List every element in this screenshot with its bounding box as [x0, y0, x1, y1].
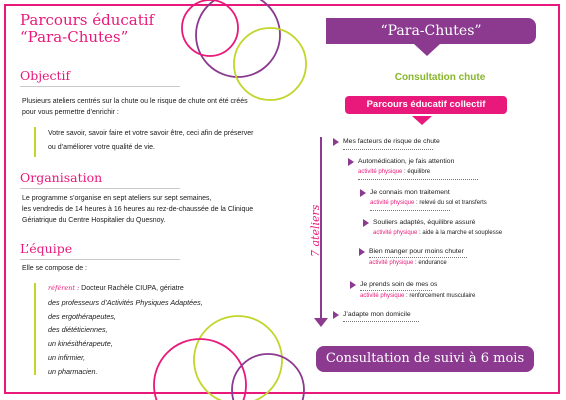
dotted-divider: [360, 290, 432, 291]
suivi-banner: Consultation de suivi à 6 mois: [316, 346, 534, 372]
step-activity: [373, 229, 502, 238]
organisation-text: [22, 193, 253, 226]
organisation-line3: Gériatrique du Centre Hospitalier du Quesnoy.: [22, 217, 166, 224]
bullet-triangle-icon: [359, 248, 365, 256]
para-chutes-banner: “Para-Chutes”: [326, 18, 536, 44]
organisation-line2: les vendredis de 14 heures à 16 heures au rez-de-chaussée de la Clinique: [22, 206, 254, 213]
step-activity: [360, 292, 475, 301]
dotted-divider: [369, 257, 467, 258]
step-title: Bien manger pour moins chuter: [369, 248, 464, 255]
activity-label: activité physique: [358, 169, 403, 175]
organisation-line1: Le programme s’organise en sept ateliers sur sept semaines,: [22, 195, 212, 202]
equipe-quote-bar: [34, 283, 36, 375]
activity-value: : aide à la marche et souplesse: [419, 230, 503, 236]
timeline-arrow-icon: [314, 318, 328, 330]
equipe-referent: [48, 282, 184, 295]
dotted-divider: [343, 321, 419, 322]
activity-value: : relevé du sol et transferts: [416, 200, 487, 206]
parcours-box: Parcours éducatif collectif: [345, 96, 507, 114]
list-item: un infirmier,: [48, 352, 86, 362]
activity-label: activité physique: [370, 200, 415, 206]
equipe-intro: Elle se compose de :: [22, 265, 87, 272]
organisation-heading: Organisation: [20, 170, 103, 185]
activity-value: : endurance: [415, 260, 447, 266]
step-activity: [358, 168, 430, 177]
step-activity: [369, 259, 447, 268]
activity-label: activité physique: [360, 293, 405, 299]
equipe-heading: L’équipe: [20, 241, 73, 256]
objectif-intro: [22, 96, 248, 118]
bullet-triangle-icon: [360, 189, 366, 197]
bullet-triangle-icon: [350, 281, 356, 289]
list-item: des ergothérapeutes,: [48, 311, 116, 321]
organisation-divider: [20, 188, 180, 189]
consultation-chute-label: Consultation chute: [394, 72, 486, 83]
circle-top-lime: [234, 28, 306, 100]
page-title: [20, 12, 154, 46]
equipe-divider: [20, 259, 180, 260]
activity-label: activité physique: [373, 230, 418, 236]
bullet-triangle-icon: [348, 158, 354, 166]
objectif-divider: [20, 86, 180, 87]
bullet-triangle-icon: [333, 311, 339, 319]
referent-name: Docteur Rachèle CIUPA, gériatre: [81, 285, 184, 292]
list-item: des professeurs d’Activités Physiques Adaptées,: [48, 298, 203, 307]
equipe-members: [48, 296, 203, 378]
dotted-divider: [370, 210, 450, 211]
objectif-intro-line2: pour vous permettre d’enrichir :: [22, 109, 119, 116]
step-title: Je prends soin de mes os: [360, 281, 438, 288]
last-item: J’adapte mon domicile: [343, 311, 411, 318]
objectif-intro-line1: Plusieurs ateliers centrés sur la chute ou le risque de chute ont été créés: [22, 98, 248, 105]
activity-label: activité physique: [369, 260, 414, 266]
referent-label: référent :: [48, 284, 80, 292]
bullet-triangle-icon: [363, 219, 369, 227]
list-item: des diététiciennes,: [48, 325, 108, 335]
title-line-1: Parcours éducatif: [20, 11, 155, 29]
list-item: un kinésithérapeute,: [48, 339, 113, 349]
step-title: Souliers adaptés, équilibre assuré: [373, 219, 476, 226]
objectif-quote: [48, 127, 253, 155]
step-activity: [370, 199, 487, 208]
list-item: un pharmacien.: [48, 366, 98, 376]
circle-top-purple: [196, 0, 280, 77]
down-arrow-icon: [410, 116, 434, 128]
dotted-divider: [358, 179, 478, 180]
step-title: Je connais mon traitement: [370, 189, 450, 196]
activity-value: : équilibre: [404, 169, 431, 175]
objectif-quote-line2: ou d’améliorer votre qualité de vie.: [48, 144, 156, 151]
bullet-triangle-icon: [333, 138, 339, 146]
objectif-heading: Objectif: [20, 68, 71, 83]
objectif-quote-line1: Votre savoir, savoir faire et votre savoir être, ceci afin de préserver: [48, 130, 254, 137]
objectif-quote-bar: [34, 127, 36, 157]
down-arrow-icon: [412, 44, 442, 58]
activity-value: : renforcement musculaire: [406, 293, 476, 299]
ateliers-count-label: 7 ateliers: [309, 204, 322, 257]
first-item: Mes facteurs de risque de chute: [343, 138, 440, 145]
circle-top-pink: [182, 0, 238, 56]
dotted-divider: [343, 149, 433, 150]
step-title: Automédication, je fais attention: [358, 158, 455, 165]
title-line-2: “Para-Chutes”: [20, 28, 129, 46]
